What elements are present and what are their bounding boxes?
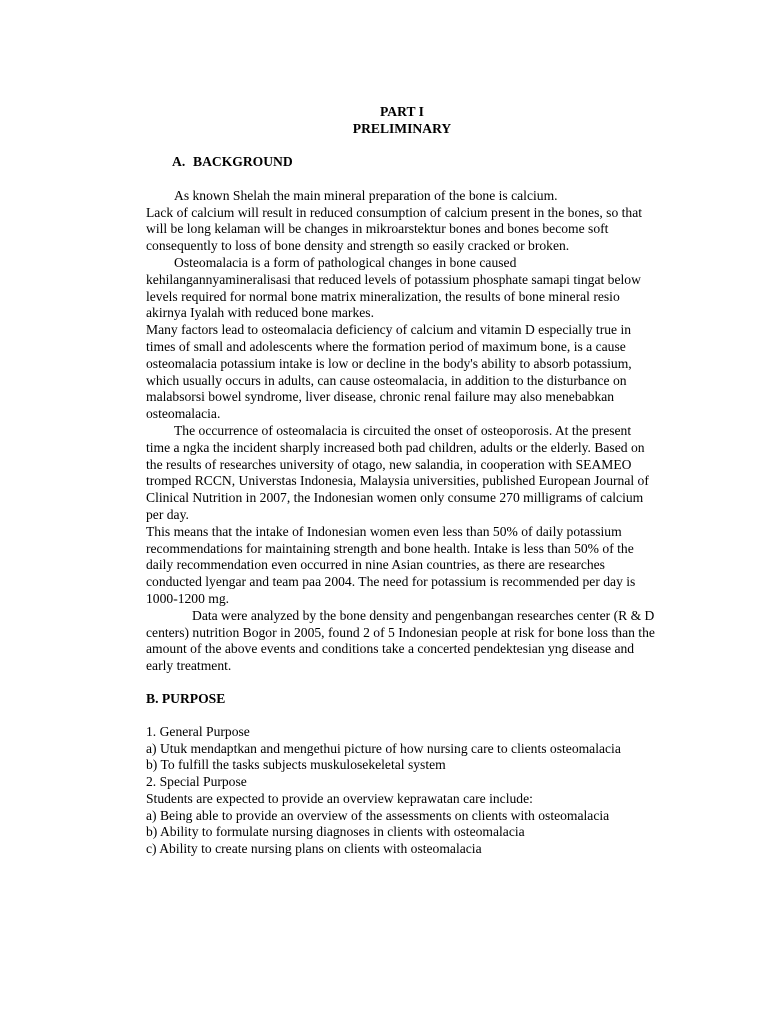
background-paragraph-3: Osteomalacia is a form of pathological changes in bone caused kehilangannyamineralisasi that reduced levels of potassium phosphate samapi tingat below levels required for normal bone matrix mineralization, the results of bone mineral resio akirnya Iyalah with reduced bone markes.	[146, 254, 641, 321]
purpose-item: b) Ability to formulate nursing diagnoses in clients with osteomalacia	[146, 824, 525, 840]
purpose-item: a) Being able to provide an overview of the assessments on clients with osteomalacia	[146, 807, 610, 823]
purpose-item: c) Ability to create nursing plans on clients with osteomalacia	[146, 841, 482, 857]
purpose-item: 1. General Purpose	[146, 723, 250, 739]
background-paragraph-5: The occurrence of osteomalacia is circuited the onset of osteoporosis. At the present time a ngka the incident sharply increased both pad children, adults or the elderly. Based on the results of researches university of otago, new salandia, in cooperation with SEAMEO tromped RCCN, Universtas Indonesia, Malaysia universities, published European Journal of Clinical Nutrition in 2007, the Indonesian women only consume 270 milligrams of calcium per day.	[146, 422, 649, 522]
purpose-item: 2. Special Purpose	[146, 774, 247, 790]
purpose-list	[146, 724, 658, 858]
background-paragraph-4: Many factors lead to osteomalacia deficiency of calcium and vitamin D especially true in times of small and adolescents where the formation period of maximum bone, is a cause osteomalacia potassium intake is low or decline in the body's ability to absorb potassium, which usually occurs in adults, can cause osteomalacia, in addition to the disturbance on malabsorsi bowel syndrome, liver disease, chronic renal failure may also menebabkan osteomalacia.	[146, 322, 632, 422]
background-paragraph-2: Lack of calcium will result in reduced consumption of calcium present in the bones, so that will be long kelaman will be changes in mikroarstektur bones and bones become soft consequently to loss of bone density and strength so easily cracked or broken.	[146, 204, 643, 254]
part-title: PART I	[380, 104, 424, 119]
section-a-letter: A.	[172, 154, 186, 169]
chapter-title: PRELIMINARY	[352, 121, 452, 136]
section-a-heading	[146, 154, 658, 171]
purpose-item: Students are expected to provide an overview keprawatan care include:	[146, 790, 533, 806]
background-paragraph-6: This means that the intake of Indonesian women even less than 50% of daily potassium recommendations for maintaining strength and bone health. Intake is less than 50% of the daily recommendation even occurred in nine Asian countries, as there are researches conducted lyengar and team paa 2004. The need for potassium is recommended per day is 1000-1200 mg.	[146, 523, 636, 606]
background-paragraph-1: As known Shelah the main mineral preparation of the bone is calcium.	[174, 187, 558, 203]
purpose-item: b) To fulfill the tasks subjects muskulosekeletal system	[146, 757, 446, 773]
section-b-heading: B. PURPOSE	[146, 690, 226, 706]
purpose-item: a) Utuk mendaptkan and mengethui picture of how nursing care to clients osteomalacia	[146, 740, 621, 756]
section-a-title: BACKGROUND	[193, 154, 293, 169]
document-page	[146, 103, 658, 858]
background-paragraph-7: Data were analyzed by the bone density and pengenbangan researches center (R & D centers) nutrition Bogor in 2005, found 2 of 5 Indonesian people at risk for bone loss than the amount of the above events and conditions take a concerted pendektesian yng disease and early treatment.	[146, 607, 655, 674]
